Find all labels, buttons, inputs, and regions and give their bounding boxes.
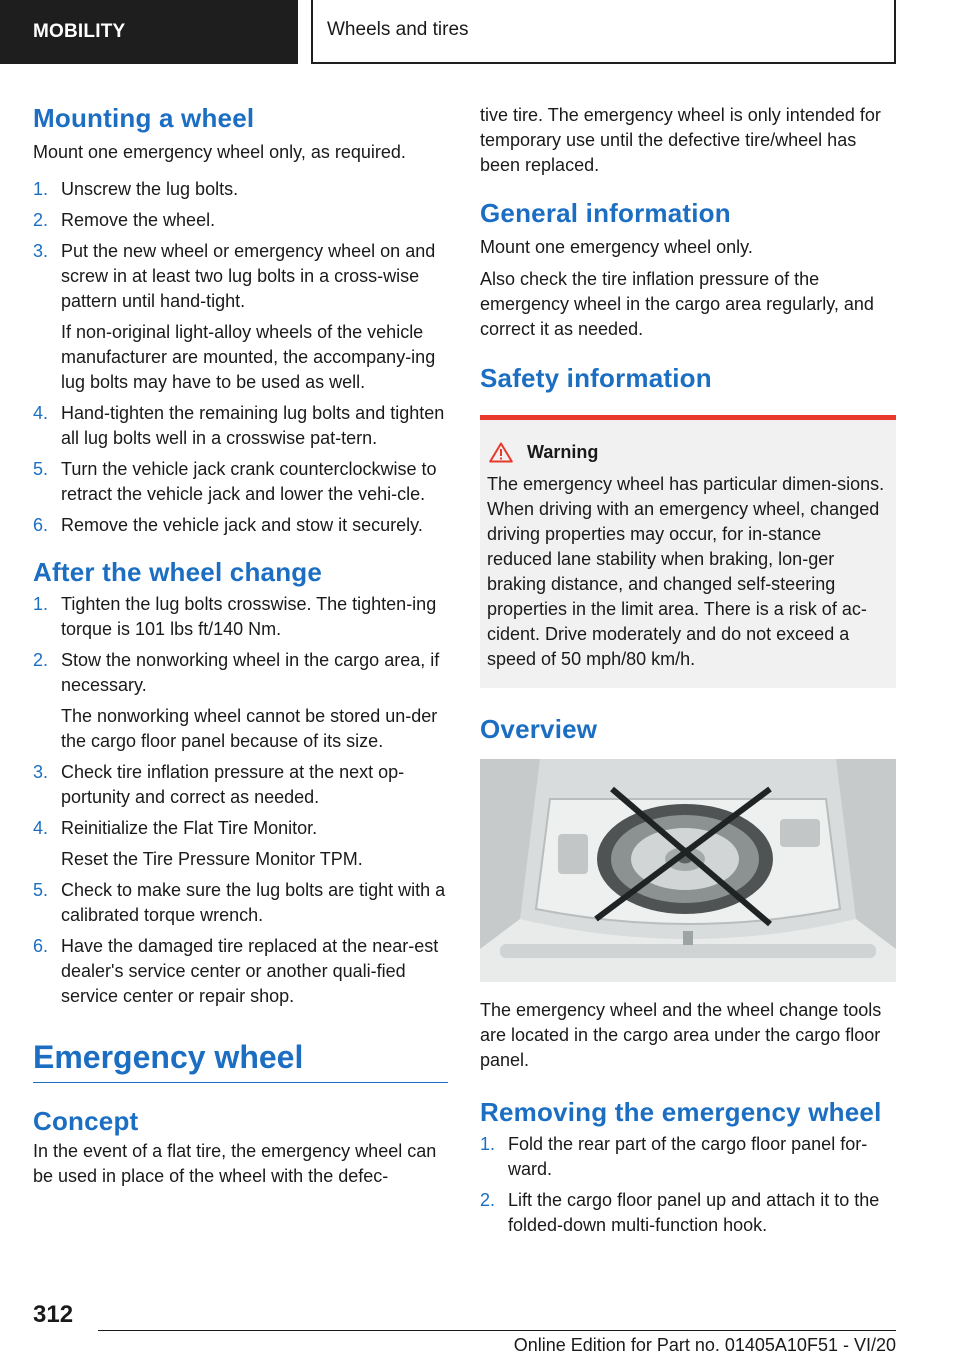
- left-column: [33, 100, 448, 1189]
- list-item: 2. Remove the wheel.: [33, 210, 216, 230]
- right-column: [480, 100, 896, 1238]
- mounting-heading: Mounting a wheel: [33, 103, 255, 133]
- after-change-heading: After the wheel change: [33, 557, 323, 587]
- after-change-steps: [33, 592, 448, 1009]
- mounting-intro: Mount one emergency wheel only, as required.: [33, 142, 406, 162]
- warning-header: [487, 440, 888, 465]
- list-item: 4. Reinitialize the Flat Tire Monitor. Reset the Tire Pressure Monitor TPM.: [33, 816, 448, 872]
- list-item: 5. Check to make sure the lug bolts are tight with a calibrated torque wrench.: [33, 880, 446, 925]
- step-note: Reset the Tire Pressure Monitor TPM.: [61, 849, 363, 869]
- list-item: 3. Check tire inflation pressure at the next op-portunity and correct as needed.: [33, 762, 405, 807]
- warning-text: The emergency wheel has particular dimen-sions. When driving with an emergency wheel, changed driving properties may occur, for in-stance reduced lane stability when braking, lon-ger braking distance, and changed self-steering properties in the limit area. There is a risk of ac-cident. Drive moderately and do not exceed a speed of 50 mph/80 km/h.: [487, 474, 885, 669]
- safety-info-heading: Safety information: [480, 363, 712, 393]
- concept-heading: Concept: [33, 1106, 139, 1136]
- mounting-steps: [33, 177, 448, 538]
- general-info-text-2: Also check the tire inflation pressure of the emergency wheel in the cargo area regularly, and correct it as needed.: [480, 269, 874, 339]
- heading-rule: [33, 1082, 448, 1083]
- list-item: 3. Put the new wheel or emergency wheel on and screw in at least two lug bolts in a cross-wise pattern until hand-tight. If non-original light-alloy wheels of the vehicle manufacturer are mounted, the accompany-ing lug bolts may have to be used as well.: [33, 239, 448, 395]
- section-tab: MOBILITY: [0, 0, 298, 64]
- general-info-text-1: Mount one emergency wheel only.: [480, 237, 753, 257]
- cargo-area-illustration: [480, 759, 896, 982]
- footer-rule: [98, 1330, 896, 1331]
- step-note: The nonworking wheel cannot be stored un-der the cargo floor panel because of its size.: [61, 706, 438, 751]
- list-item: 2. Lift the cargo floor panel up and attach it to the folded-down multi-function hook.: [480, 1190, 880, 1235]
- overview-caption: The emergency wheel and the wheel change tools are located in the cargo area under the cargo floor panel.: [480, 1000, 882, 1070]
- chapter-title: Wheels and tires: [311, 0, 896, 64]
- general-info-heading: General information: [480, 198, 731, 228]
- list-item: 4. Hand-tighten the remaining lug bolts and tighten all lug bolts well in a crosswise pat-tern.: [33, 403, 445, 448]
- list-item: 5. Turn the vehicle jack crank counterclockwise to retract the vehicle jack and lower the vehi-cle.: [33, 459, 437, 504]
- list-item: 6. Have the damaged tire replaced at the near-est dealer's service center or another quali-fied service center or repair shop.: [33, 936, 439, 1006]
- list-item: 1. Fold the rear part of the cargo floor panel for-ward.: [480, 1134, 868, 1179]
- list-item: 1. Unscrew the lug bolts.: [33, 179, 239, 199]
- edition-info: Online Edition for Part no. 01405A10F51 - VI/20: [513, 1335, 896, 1355]
- page-number: 312: [33, 1301, 74, 1328]
- overview-heading: Overview: [480, 714, 598, 744]
- list-item: 1. Tighten the lug bolts crosswise. The tighten-ing torque is 101 lbs ft/140 Nm.: [33, 594, 437, 639]
- list-item: 6. Remove the vehicle jack and stow it securely.: [33, 515, 423, 535]
- step-note: If non-original light-alloy wheels of the vehicle manufacturer are mounted, the accompany-ing lug bolts may have to be used as well.: [61, 322, 436, 392]
- concept-text: In the event of a flat tire, the emergency wheel can be used in place of the wheel with the defec-: [33, 1141, 437, 1186]
- concept-text-continued: tive tire. The emergency wheel is only intended for temporary use until the defective tire/wheel has been replaced.: [480, 105, 881, 175]
- emergency-wheel-heading: Emergency wheel: [33, 1039, 304, 1075]
- warning-label: Warning: [527, 442, 599, 462]
- list-item: 2. Stow the nonworking wheel in the cargo area, if necessary. The nonworking wheel cannot be stored un-der the cargo floor panel because of its size.: [33, 648, 448, 754]
- removing-heading: Removing the emergency wheel: [480, 1097, 882, 1127]
- warning-triangle-icon: [489, 442, 513, 463]
- removing-steps: [480, 1132, 896, 1238]
- warning-box: [480, 415, 896, 688]
